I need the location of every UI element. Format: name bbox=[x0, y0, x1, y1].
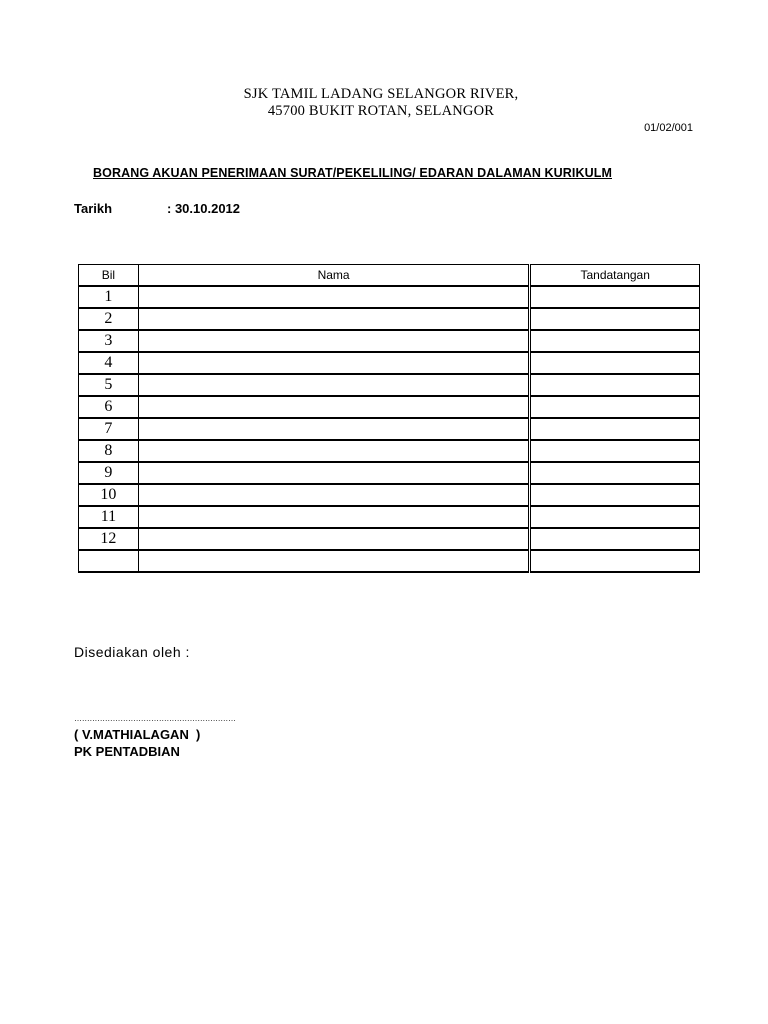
table-row bbox=[79, 308, 700, 330]
table-row bbox=[79, 550, 700, 572]
table-header-row bbox=[79, 265, 700, 287]
signer-position: PK PENTADBIAN bbox=[74, 744, 180, 759]
date-value: : 30.10.2012 bbox=[167, 201, 241, 216]
table-row bbox=[79, 506, 700, 528]
name-cell bbox=[138, 330, 530, 352]
row-number-cell: 7 bbox=[79, 418, 139, 440]
row-number-cell: 4 bbox=[79, 352, 139, 374]
signature-cell bbox=[530, 396, 700, 418]
signature-cell bbox=[530, 440, 700, 462]
signature-cell bbox=[530, 484, 700, 506]
signature-cell bbox=[530, 308, 700, 330]
column-header-tandatangan: Tandatangan bbox=[530, 265, 700, 287]
reference-code: 01/02/001 bbox=[644, 122, 693, 134]
row-number-cell bbox=[79, 550, 139, 572]
date-label: Tarikh bbox=[74, 201, 113, 216]
signature-cell bbox=[530, 418, 700, 440]
table-row bbox=[79, 352, 700, 374]
table-row bbox=[79, 484, 700, 506]
name-cell bbox=[138, 440, 530, 462]
signature-cell bbox=[530, 462, 700, 484]
name-cell bbox=[138, 286, 530, 308]
column-header-bil: Bil bbox=[79, 265, 139, 287]
row-number-cell: 10 bbox=[79, 484, 139, 506]
prepared-by-label: Disediakan oleh : bbox=[74, 644, 190, 660]
name-cell bbox=[138, 462, 530, 484]
column-header-nama: Nama bbox=[138, 265, 530, 287]
signature-cell bbox=[530, 286, 700, 308]
name-cell bbox=[138, 484, 530, 506]
form-title: BORANG AKUAN PENERIMAAN SURAT/PEKELILING/ EDARAN DALAMAN KURIKULM bbox=[93, 166, 612, 180]
school-name-line1: SJK TAMIL LADANG SELANGOR RIVER, bbox=[243, 86, 519, 102]
signature-cell bbox=[530, 330, 700, 352]
name-cell bbox=[138, 528, 530, 550]
name-cell bbox=[138, 550, 530, 572]
row-number-cell: 8 bbox=[79, 440, 139, 462]
row-number-cell: 12 bbox=[79, 528, 139, 550]
acknowledgement-table bbox=[78, 264, 700, 573]
row-number-cell: 9 bbox=[79, 462, 139, 484]
name-cell bbox=[138, 308, 530, 330]
row-number-cell: 3 bbox=[79, 330, 139, 352]
signature-cell bbox=[530, 352, 700, 374]
name-cell bbox=[138, 396, 530, 418]
signature-cell bbox=[530, 550, 700, 572]
row-number-cell: 2 bbox=[79, 308, 139, 330]
table-row bbox=[79, 440, 700, 462]
row-number-cell: 1 bbox=[79, 286, 139, 308]
signature-cell bbox=[530, 506, 700, 528]
table-row bbox=[79, 286, 700, 308]
row-number-cell: 6 bbox=[79, 396, 139, 418]
signature-cell bbox=[530, 374, 700, 396]
school-address-line2: 45700 BUKIT ROTAN, SELANGOR bbox=[267, 103, 495, 119]
name-cell bbox=[138, 506, 530, 528]
signature-line: ……………………………………………………… bbox=[74, 714, 236, 723]
table-row bbox=[79, 528, 700, 550]
signature-cell bbox=[530, 528, 700, 550]
table-row bbox=[79, 396, 700, 418]
name-cell bbox=[138, 418, 530, 440]
table-row bbox=[79, 374, 700, 396]
name-cell bbox=[138, 374, 530, 396]
signer-name: ( V.MATHIALAGAN ) bbox=[74, 727, 201, 742]
row-number-cell: 5 bbox=[79, 374, 139, 396]
table-row bbox=[79, 418, 700, 440]
row-number-cell: 11 bbox=[79, 506, 139, 528]
table-row bbox=[79, 330, 700, 352]
name-cell bbox=[138, 352, 530, 374]
table-row bbox=[79, 462, 700, 484]
